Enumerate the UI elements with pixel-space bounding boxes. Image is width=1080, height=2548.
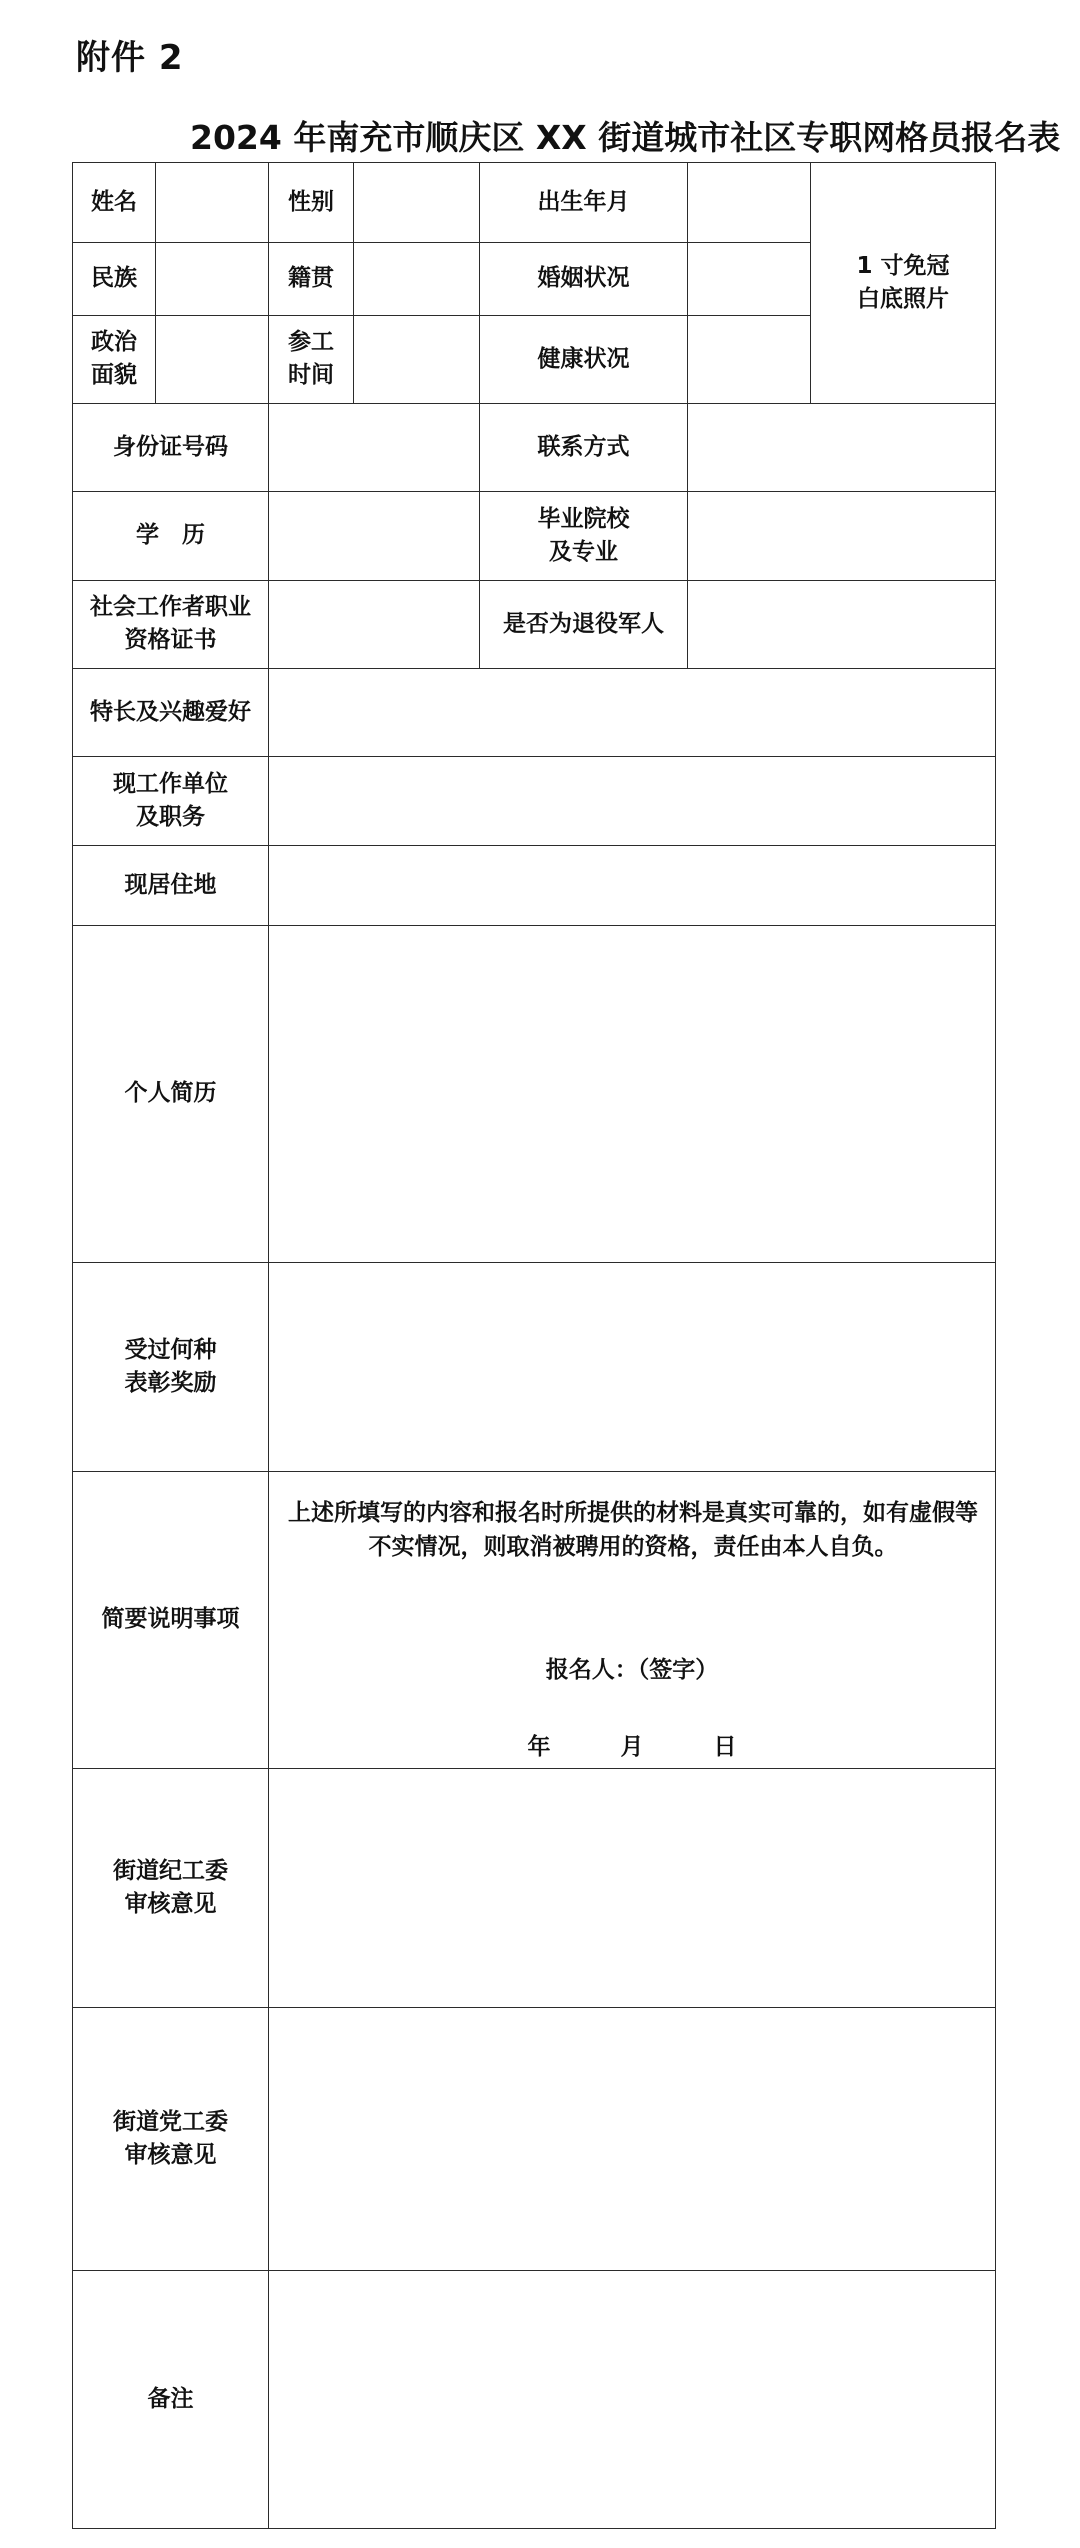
table-row [73, 925, 996, 1262]
field-remarks[interactable] [269, 2270, 996, 2528]
date-month: 月 [620, 1734, 644, 1761]
signature-line[interactable]: 报名人：（签字） [545, 1656, 719, 1683]
field-birth[interactable] [688, 163, 811, 243]
label-cert: 社会工作者职业 资格证书 [73, 580, 269, 668]
label-residence: 现居住地 [73, 845, 269, 925]
table-row [73, 403, 996, 491]
field-party-review[interactable] [269, 2007, 996, 2270]
date-line[interactable] [275, 1731, 989, 1764]
label-work-start: 参工 时间 [269, 315, 354, 403]
table-row [73, 163, 996, 243]
label-birth: 出生年月 [480, 163, 688, 243]
label-native-place: 籍贯 [269, 243, 354, 315]
label-hobbies: 特长及兴趣爱好 [73, 668, 269, 756]
field-work-start[interactable] [354, 315, 480, 403]
registration-form-table [72, 162, 996, 2529]
label-party-review: 街道党工委 审核意见 [73, 2007, 269, 2270]
label-veteran: 是否为退役军人 [480, 580, 688, 668]
table-row [73, 2270, 996, 2528]
statement-cell [269, 1471, 996, 1768]
field-contact[interactable] [688, 403, 996, 491]
date-day: 日 [713, 1734, 737, 1761]
label-education: 学 历 [73, 492, 269, 580]
field-id-number[interactable] [269, 403, 480, 491]
table-row [73, 492, 996, 580]
field-native-place[interactable] [354, 243, 480, 315]
table-row [73, 1471, 996, 1768]
table-row [73, 845, 996, 925]
field-name[interactable] [156, 163, 269, 243]
field-discipline-review[interactable] [269, 1769, 996, 2008]
table-row [73, 757, 996, 845]
field-school[interactable] [688, 492, 996, 580]
photo-cell[interactable] [811, 163, 996, 404]
field-work-unit[interactable] [269, 757, 996, 845]
field-awards[interactable] [269, 1263, 996, 1472]
field-marital[interactable] [688, 243, 811, 315]
label-marital: 婚姻状况 [480, 243, 688, 315]
table-row [73, 2007, 996, 2270]
photo-label-line2: 白底照片 [857, 285, 949, 312]
field-veteran[interactable] [688, 580, 996, 668]
field-gender[interactable] [354, 163, 480, 243]
label-work-unit: 现工作单位 及职务 [73, 757, 269, 845]
table-row [73, 668, 996, 756]
label-health: 健康状况 [480, 315, 688, 403]
field-education[interactable] [269, 492, 480, 580]
label-gender: 性别 [269, 163, 354, 243]
label-school: 毕业院校 及专业 [480, 492, 688, 580]
label-remarks: 备注 [73, 2270, 269, 2528]
table-row [73, 1769, 996, 2008]
date-year: 年 [527, 1734, 551, 1761]
label-ethnicity: 民族 [73, 243, 156, 315]
field-resume[interactable] [269, 925, 996, 1262]
form-title: 2024 年南充市顺庆区 XX 街道城市社区专职网格员报名表 [190, 118, 1061, 157]
table-row [73, 1263, 996, 1472]
field-ethnicity[interactable] [156, 243, 269, 315]
label-contact: 联系方式 [480, 403, 688, 491]
label-statement: 简要说明事项 [73, 1471, 269, 1768]
label-political: 政治 面貌 [73, 315, 156, 403]
field-political[interactable] [156, 315, 269, 403]
label-awards: 受过何种 表彰奖励 [73, 1263, 269, 1472]
label-discipline-review: 街道纪工委 审核意见 [73, 1769, 269, 2008]
label-id-number: 身份证号码 [73, 403, 269, 491]
field-residence[interactable] [269, 845, 996, 925]
attachment-label: 附件 2 [76, 38, 184, 78]
statement-text: 上述所填写的内容和报名时所提供的材料是真实可靠的，如有虚假等不实情况，则取消被聘用的资格，责任由本人自负。 [288, 1500, 978, 1560]
photo-label-line1: 1 寸免冠 [856, 252, 950, 279]
label-resume: 个人简历 [73, 925, 269, 1262]
field-health[interactable] [688, 315, 811, 403]
label-name: 姓名 [73, 163, 156, 243]
field-cert[interactable] [269, 580, 480, 668]
table-row [73, 580, 996, 668]
field-hobbies[interactable] [269, 668, 996, 756]
